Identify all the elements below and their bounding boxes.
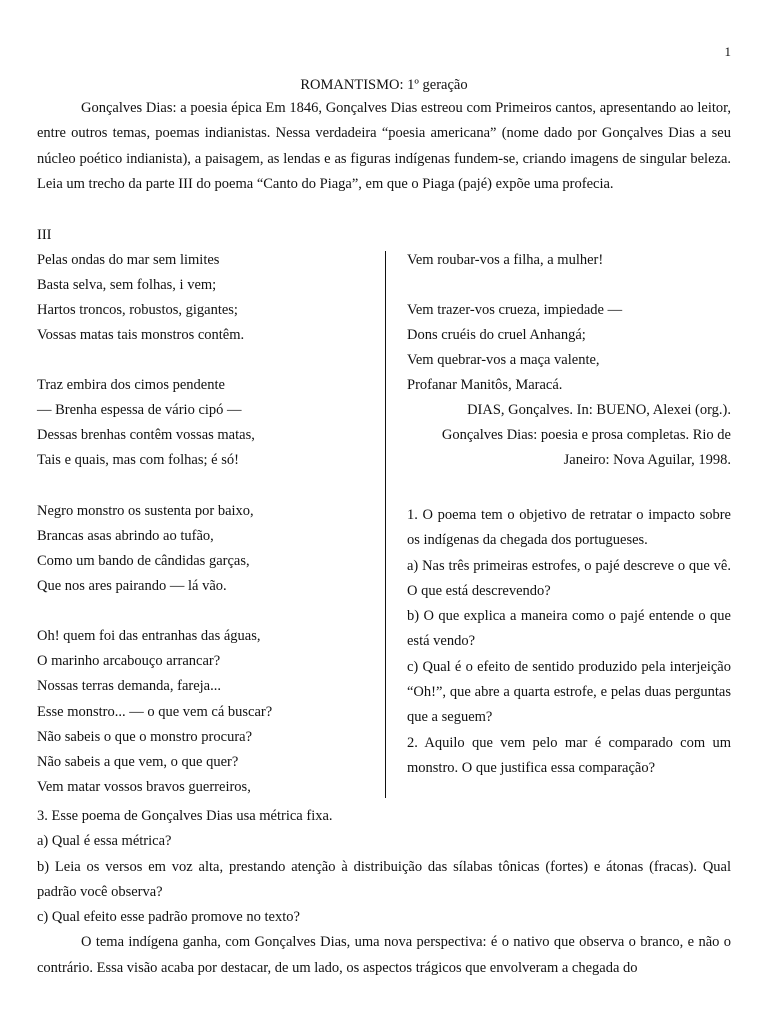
poem-line: Oh! quem foi das entranhas das águas, [37,628,261,644]
question-3b: b) Leia os versos em voz alta, prestando atenção à distribuição das sílabas tônicas (fortes) e átonas (fracas). Qual padrão você observa? [37,858,731,900]
questions-right [407,503,731,781]
poem-line: O marinho arcabouço arrancar? [37,653,221,669]
poem-line: — Brenha espessa de vário cipó — [37,402,242,418]
question-1: 1. O poema tem o objetivo de retratar o impacto sobre os indígenas da chegada dos portugueses. [407,507,731,549]
intro-paragraph [37,96,731,197]
section-label: III [37,227,52,243]
citation-line: Janeiro: Nova Aguilar, 1998. [563,452,731,468]
poem-line: Nossas terras demanda, fareja... [37,678,221,694]
poem-line: Profanar Manitôs, Maracá. [407,377,563,393]
poem-line: Não sabeis a que vem, o que quer? [37,754,239,770]
question-1c: c) Qual é o efeito de sentido produzido pela interjeição “Oh!”, que abre a quarta estrofe, e pelas duas perguntas que a seguem? [407,658,731,726]
poem-line: Vem roubar-vos a filha, a mulher! [407,252,604,268]
poem-line: Como um bando de cândidas garças, [37,553,250,569]
citation-line: DIAS, Gonçalves. In: BUENO, Alexei (org.). [467,402,731,418]
poem-line: Não sabeis o que o monstro procura? [37,729,253,745]
poem-line: Traz embira dos cimos pendente [37,377,225,393]
document-page [37,0,731,1024]
page-title: ROMANTISMO: 1º geração [300,77,468,93]
poem-line: Hartos troncos, robustos, gigantes; [37,302,238,318]
poem-line: Esse monstro... — o que vem cá buscar? [37,704,273,720]
intro-text: Gonçalves Dias: a poesia épica Em 1846, Gonçalves Dias estreou com Primeiros cantos, apresentando ao leitor, entre outros temas, poemas indianistas. Nessa verdadeira “poesia americana” (nome dado por Gonçalves Dias a seu núcleo poético indianista), a paisagem, as lendas e as figuras indígenas fundem-se, criando imagens de singular beleza. Leia um trecho da parte III do poema “Canto do Piaga”, em que o Piaga (pajé) expõe uma profecia. [37,100,731,192]
citation-line: Gonçalves Dias: poesia e prosa completas. Rio de [441,427,731,443]
poem-line: Vem trazer-vos crueza, impiedade — [407,302,623,318]
question-3c: c) Qual efeito esse padrão promove no texto? [37,909,300,926]
poem-line: Dons cruéis do cruel Anhangá; [407,327,586,343]
question-1b: b) O que explica a maneira como o pajé entende o que está vendo? [407,608,731,650]
poem-line: Vem matar vossos bravos guerreiros, [37,779,251,795]
question-2: 2. Aquilo que vem pelo mar é comparado com um monstro. O que justifica essa comparação? [407,734,731,776]
questions-bottom [37,804,731,981]
poem-line: Pelas ondas do mar sem limites [37,252,220,268]
closing-paragraph: O tema indígena ganha, com Gonçalves Dias, uma nova perspectiva: é o nativo que observa o branco, e não o contrário. Essa visão acaba por destacar, de um lado, os aspectos trágicos que envolveram a chegada do [37,934,731,976]
poem-line: Vem quebrar-vos a maça valente, [407,352,600,368]
poem-line: Brancas asas abrindo ao tufão, [37,528,214,544]
poem-line: Vossas matas tais monstros contêm. [37,327,245,343]
poem-line: Dessas brenhas contêm vossas matas, [37,427,255,443]
poem-line: Negro monstro os sustenta por baixo, [37,503,254,519]
poem-line: Que nos ares pairando — lá vão. [37,578,227,594]
column-divider [385,251,386,798]
question-3a: a) Qual é essa métrica? [37,833,172,850]
poem-line: Tais e quais, mas com folhas; é só! [37,452,239,468]
page-number: 1 [724,44,731,59]
question-1a: a) Nas três primeiras estrofes, o pajé descreve o que vê. O que está descrevendo? [407,557,731,599]
poem-line: Basta selva, sem folhas, i vem; [37,277,217,293]
question-3: 3. Esse poema de Gonçalves Dias usa métrica fixa. [37,808,333,824]
